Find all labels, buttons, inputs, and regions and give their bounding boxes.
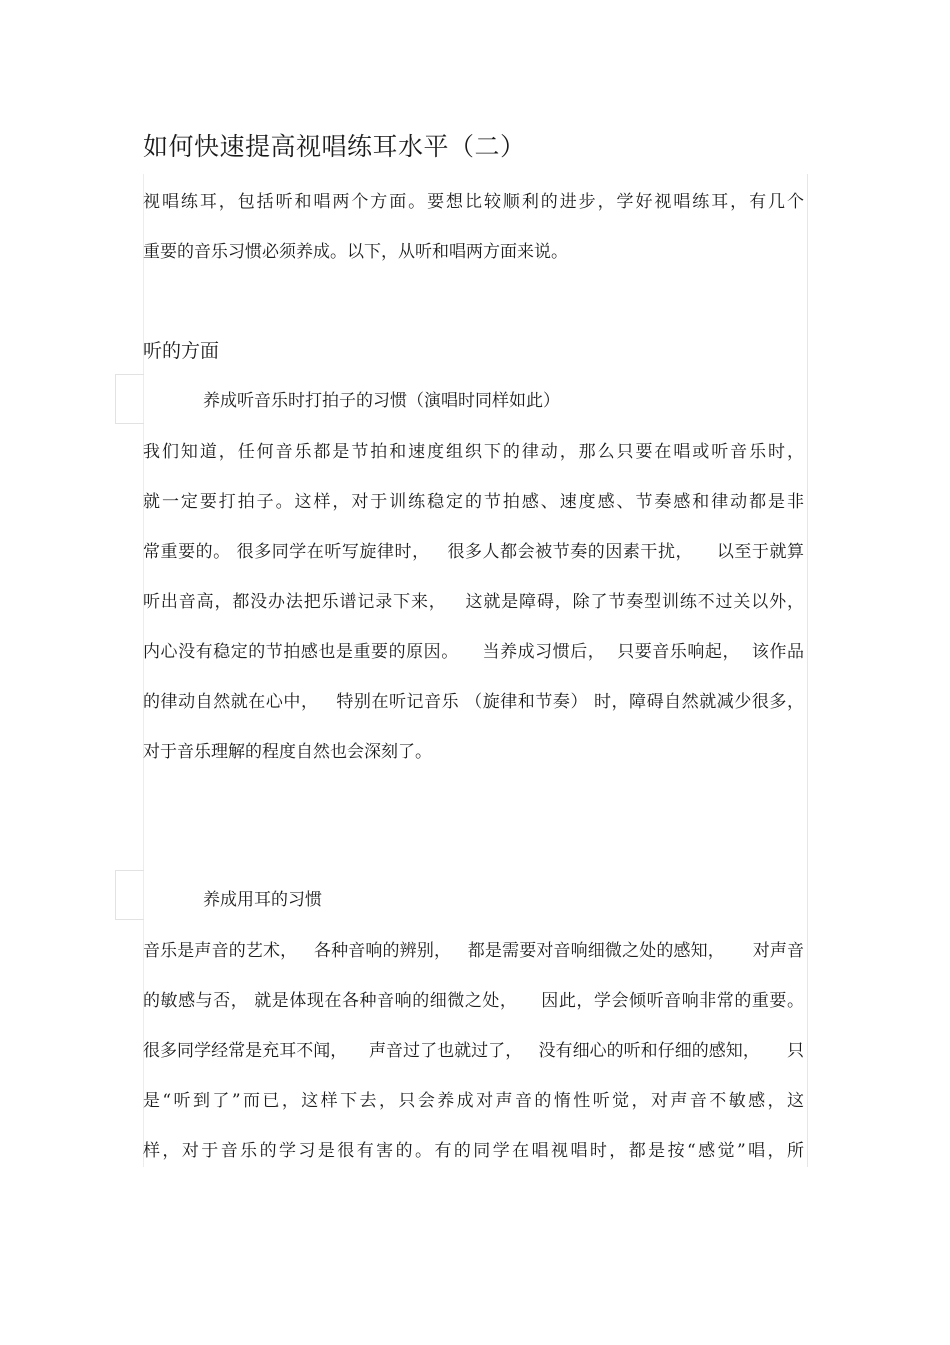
paragraph-line: 音乐是声音的艺术， 各种音响的辨别， 都是需要对音响细微之处的感知， 对声音	[143, 941, 804, 961]
document-title: 如何快速提高视唱练耳水平（二）	[143, 132, 526, 161]
paragraph-line: 样，对于音乐的学习是很有害的。有的同学在唱视唱时，都是按“感觉”唱，所	[143, 1141, 804, 1161]
paragraph-line: 我们知道，任何音乐都是节拍和速度组织下的律动，那么只要在唱或听音乐时，	[143, 442, 804, 462]
page-margin-left	[143, 174, 144, 1167]
habit-title: 养成听音乐时打拍子的习惯（演唱时同样如此）	[203, 391, 560, 411]
paragraph-line: 的律动自然就在心中， 特别在听记音乐 （旋律和节奏） 时，障碍自然就减少很多，	[143, 692, 804, 712]
margin-marker	[115, 870, 144, 920]
habit-title: 养成用耳的习惯	[203, 890, 322, 910]
intro-line: 视唱练耳，包括听和唱两个方面。要想比较顺利的进步，学好视唱练耳，有几个	[143, 192, 804, 212]
paragraph-line: 听出音高，都没办法把乐谱记录下来， 这就是障碍，除了节奏型训练不过关以外，	[143, 592, 804, 612]
paragraph-line: 内心没有稳定的节拍感也是重要的原因。 当养成习惯后， 只要音乐响起， 该作品	[143, 642, 804, 662]
margin-marker	[115, 374, 144, 424]
paragraph-line: 的敏感与否， 就是体现在各种音响的细微之处， 因此，学会倾听音响非常的重要。	[143, 991, 804, 1011]
paragraph-line: 常重要的。 很多同学在听写旋律时， 很多人都会被节奏的因素干扰， 以至于就算	[143, 542, 804, 562]
section-heading: 听的方面	[143, 340, 220, 362]
paragraph-line: 很多同学经常是充耳不闻， 声音过了也就过了， 没有细心的听和仔细的感知， 只	[143, 1041, 804, 1061]
paragraph-line: 就一定要打拍子。这样，对于训练稳定的节拍感、速度感、节奏感和律动都是非	[143, 492, 804, 512]
paragraph-line: 对于音乐理解的程度自然也会深刻了。	[143, 742, 432, 762]
paragraph-line: 是“听到了”而已，这样下去，只会养成对声音的惰性听觉，对声音不敏感，这	[143, 1091, 804, 1111]
page-margin-right	[807, 174, 808, 1167]
intro-line: 重要的音乐习惯必须养成。以下，从听和唱两方面来说。	[143, 242, 568, 262]
